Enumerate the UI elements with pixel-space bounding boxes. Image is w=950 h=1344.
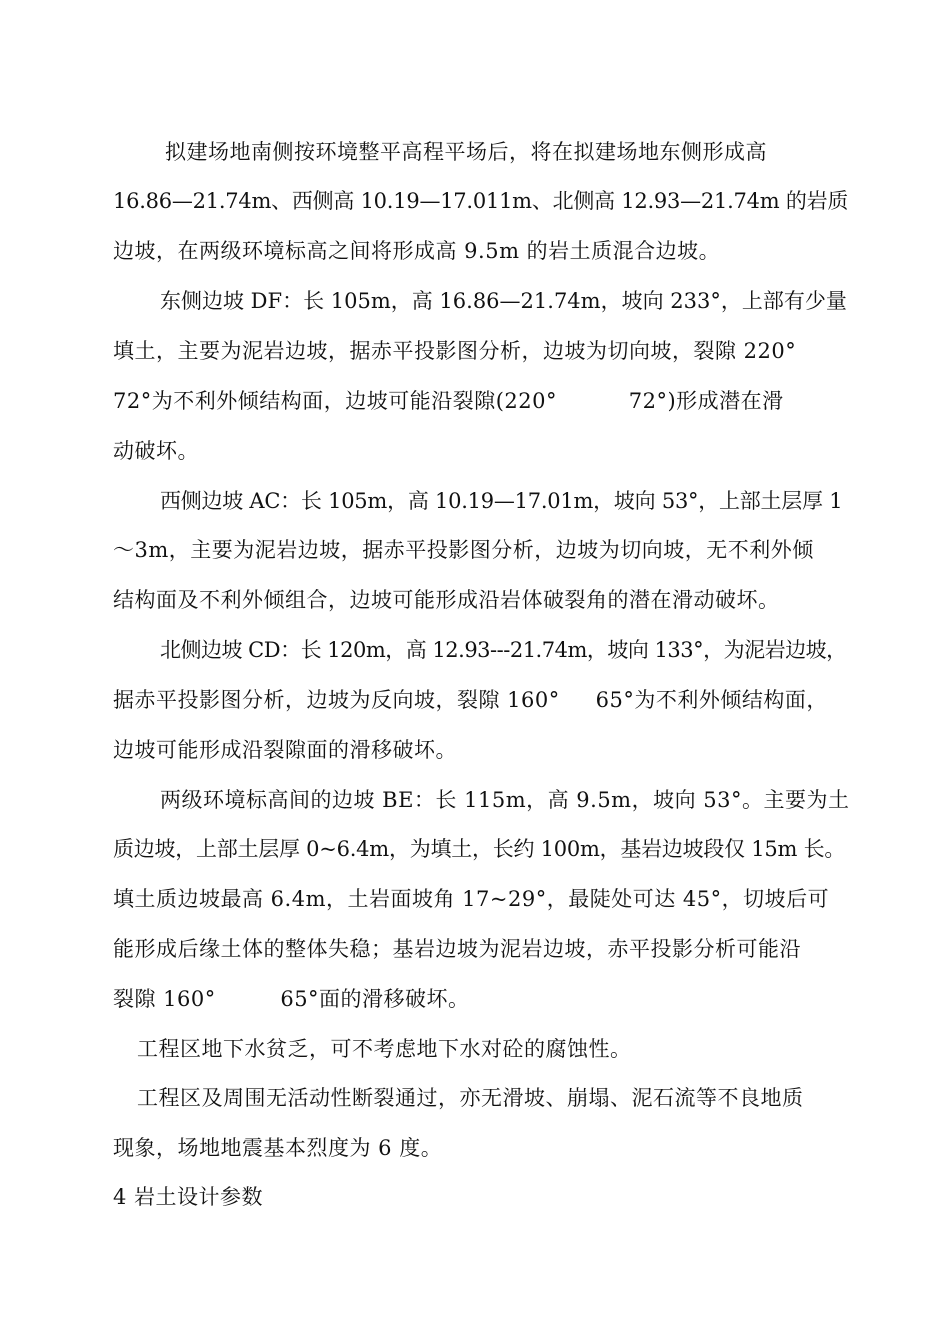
text-line-8: 西侧边坡 AC：长 105m，高 10.19—17.01m，坡向 53°，上部土层厚 1 xyxy=(160,489,843,513)
text-line-6: 72°为不利外倾结构面，边坡可能沿裂隙(220° 72°)形成潜在滑 xyxy=(113,389,784,413)
text-line-13: 边坡可能形成沿裂隙面的滑移破坏。 xyxy=(113,738,457,762)
text-line-19: 工程区地下水贫乏，可不考虑地下水对砼的腐蚀性。 xyxy=(137,1037,632,1061)
text-line-15: 质边坡，上部土层厚 0~6.4m，为填土，长约 100m，基岩边坡段仅 15m 长。 xyxy=(113,837,846,861)
text-line-3: 边坡，在两级环境标高之间将形成高 9.5m 的岩土质混合边坡。 xyxy=(113,239,721,263)
text-line-10: 结构面及不利外倾组合，边坡可能形成沿岩体破裂角的潜在滑动破坏。 xyxy=(113,588,780,612)
section-heading: 4 岩土设计参数 xyxy=(113,1185,264,1209)
text-line-9: ～3m，主要为泥岩边坡，据赤平投影图分析，边坡为切向坡，无不利外倾 xyxy=(113,538,814,562)
text-line-18: 裂隙 160° 65°面的滑移破坏。 xyxy=(113,987,470,1011)
text-line-11: 北侧边坡 CD：长 120m，高 12.93---21.74m，坡向 133°，为泥岩边坡， xyxy=(160,638,847,662)
text-line-2: 16.86—21.74m、西侧高 10.19—17.011m、北侧高 12.93—21.74m 的岩质 xyxy=(113,189,849,213)
text-line-4: 东侧边坡 DF：长 105m，高 16.86—21.74m，坡向 233°，上部有少量 xyxy=(160,289,847,313)
text-line-17: 能形成后缘土体的整体失稳；基岩边坡为泥岩边坡，赤平投影分析可能沿 xyxy=(113,937,801,961)
text-line-12: 据赤平投影图分析，边坡为反向坡，裂隙 160° 65°为不利外倾结构面， xyxy=(113,688,828,712)
text-line-1: 拟建场地南侧按环境整平高程平场后，将在拟建场地东侧形成高 xyxy=(165,140,767,164)
text-line-21: 现象，场地地震基本烈度为 6 度。 xyxy=(113,1136,443,1160)
text-line-14: 两级环境标高间的边坡 BE：长 115m，高 9.5m，坡向 53°。主要为土 xyxy=(160,788,850,812)
text-line-16: 填土质边坡最高 6.4m，土岩面坡角 17~29°，最陡处可达 45°，切坡后可 xyxy=(113,887,830,911)
text-line-5: 填土，主要为泥岩边坡，据赤平投影图分析，边坡为切向坡，裂隙 220° xyxy=(113,339,797,363)
text-line-7: 动破坏。 xyxy=(113,439,199,463)
text-line-20: 工程区及周围无活动性断裂通过，亦无滑坡、崩塌、泥石流等不良地质 xyxy=(137,1086,804,1110)
